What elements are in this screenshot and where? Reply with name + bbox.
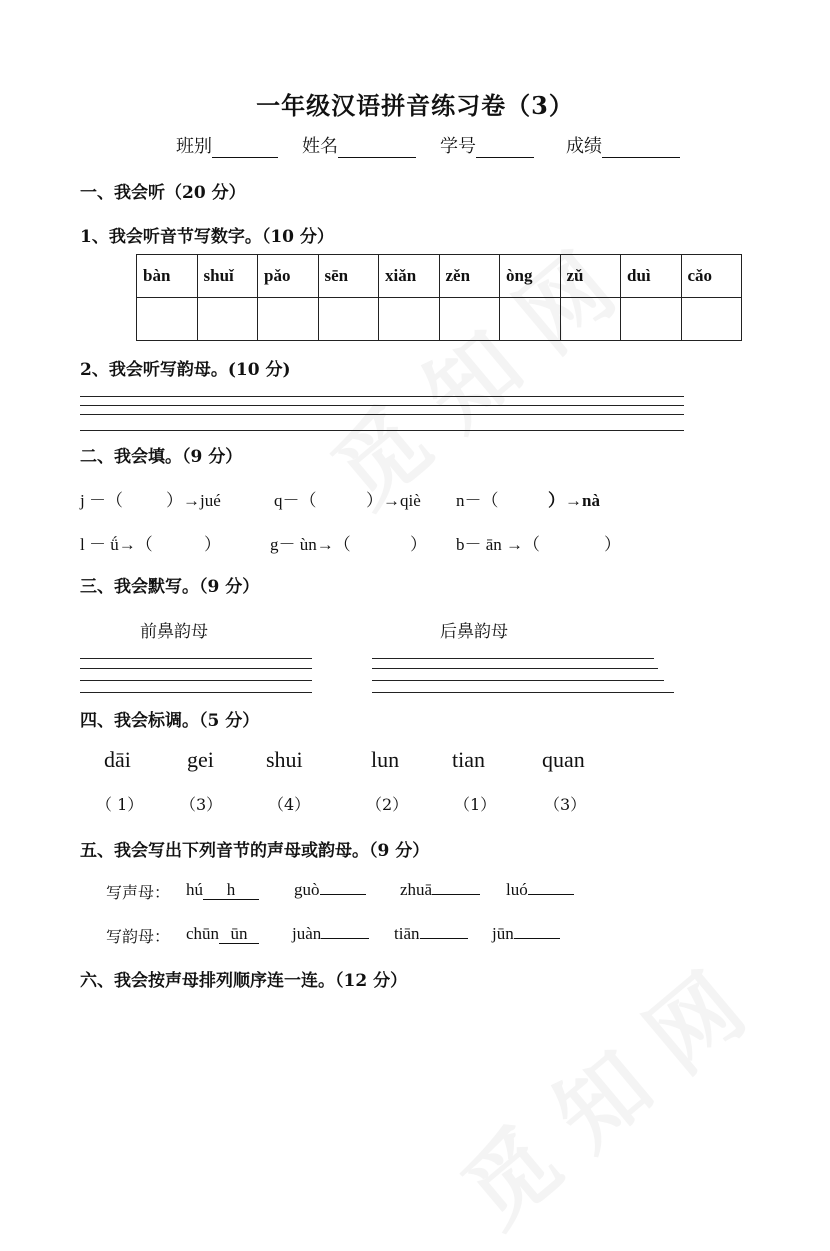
writing-line[interactable] (80, 668, 312, 669)
syllable-cell: bàn (137, 255, 198, 298)
writing-line[interactable] (372, 658, 654, 659)
syllable-cell: zǔ (560, 255, 621, 298)
initial-item (186, 880, 259, 900)
writing-line[interactable] (80, 430, 684, 431)
section5-heading: 五、我会写出下列音节的声母或韵母。（9 分） (80, 841, 430, 861)
score-label: 成绩 (566, 136, 602, 157)
fill-item: g－ ùn→（ (270, 535, 351, 554)
writing-line[interactable] (80, 414, 684, 415)
score-blank[interactable] (602, 137, 680, 158)
fill-item[interactable]: ）→qiè (366, 491, 421, 510)
class-blank[interactable] (212, 137, 278, 158)
syllable-cell: pǎo (258, 255, 319, 298)
fill-item[interactable]: ） (204, 535, 221, 554)
tone-word: tian (452, 747, 485, 772)
class-label: 班别 (176, 136, 212, 157)
answer-cell[interactable] (379, 298, 440, 341)
fill-item[interactable]: ）→jué (166, 491, 221, 510)
syllable-cell: sēn (318, 255, 379, 298)
answer-cell[interactable] (258, 298, 319, 341)
fill-item: j －（ (80, 491, 123, 510)
initial-blank[interactable] (528, 894, 574, 895)
final-item (394, 924, 468, 944)
initial-blank[interactable]: h (203, 881, 259, 900)
initial-syllable: zhuā (400, 880, 433, 899)
answer-cell[interactable] (560, 298, 621, 341)
tone-number: （2） (366, 795, 409, 814)
final-syllable: juàn (292, 924, 322, 943)
final-syllable: chūn (186, 924, 220, 943)
writing-line[interactable] (80, 680, 312, 681)
section1-heading: 一、我会听（20 分） (80, 183, 246, 203)
answer-cell[interactable] (439, 298, 500, 341)
watermark (300, 200, 659, 531)
tone-number: （ 1） (96, 795, 144, 814)
syllable-cell: òng (500, 255, 561, 298)
syllable-cell: duì (621, 255, 682, 298)
final-item (492, 924, 560, 944)
watermark-bottom (430, 920, 789, 1251)
final-blank[interactable]: ūn (219, 925, 259, 944)
id-blank[interactable] (476, 137, 534, 158)
answer-cell[interactable] (681, 298, 742, 341)
id-field (440, 132, 534, 158)
tone-number: （4） (268, 795, 311, 814)
answer-cell[interactable] (197, 298, 258, 341)
back-nasal-label: 后鼻韵母 (440, 622, 508, 642)
fill-item: l － ǘ→（ (80, 535, 153, 554)
syllable-row (137, 255, 742, 298)
syllable-cell: cǎo (681, 255, 742, 298)
final-item (292, 924, 369, 944)
writing-line[interactable] (80, 405, 684, 406)
final-blank[interactable] (321, 938, 369, 939)
section1-q1-heading: 1、我会听音节写数字。（10 分） (80, 227, 334, 247)
writing-line[interactable] (372, 692, 674, 693)
initial-syllable: guò (294, 880, 320, 899)
name-blank[interactable] (338, 137, 416, 158)
answer-cell[interactable] (137, 298, 198, 341)
final-blank[interactable] (420, 938, 468, 939)
writing-line[interactable] (372, 680, 664, 681)
fill-item: q－（ (274, 491, 317, 510)
fill-item[interactable]: ）→nà (548, 491, 600, 510)
name-label: 姓名 (302, 136, 338, 157)
tone-word: shui (266, 747, 303, 772)
name-field (302, 132, 416, 158)
page-title: 一年级汉语拼音练习卷（3） (256, 91, 574, 120)
initial-blank[interactable] (320, 894, 366, 895)
tone-number: （3） (180, 795, 223, 814)
class-field (176, 132, 278, 158)
tone-word: lun (371, 747, 400, 772)
score-field (566, 132, 680, 158)
syllable-cell: shuǐ (197, 255, 258, 298)
initials-label: 写声母： (106, 883, 171, 902)
id-label: 学号 (440, 136, 476, 157)
initial-item (400, 880, 480, 900)
section2-heading: 二、我会填。（9 分） (80, 447, 243, 467)
final-syllable: jūn (492, 924, 514, 943)
initial-blank[interactable] (432, 894, 480, 895)
finals-label: 写韵母： (106, 927, 171, 946)
writing-line[interactable] (372, 668, 658, 669)
fill-item[interactable]: ） (410, 535, 427, 554)
answer-row (137, 298, 742, 341)
syllable-cell: xiǎn (379, 255, 440, 298)
writing-line[interactable] (80, 658, 312, 659)
writing-line[interactable] (80, 396, 684, 397)
section1-q2-heading: 2、我会听写韵母。(10 分) (80, 360, 291, 380)
final-item (186, 924, 259, 944)
tone-number: （3） (544, 795, 587, 814)
final-syllable: tiān (394, 924, 420, 943)
section3-heading: 三、我会默写。（9 分） (80, 577, 260, 597)
tone-word: quan (542, 747, 585, 772)
initial-item (294, 880, 366, 900)
answer-cell[interactable] (318, 298, 379, 341)
fill-item: n－（ (456, 491, 499, 510)
section6-heading: 六、我会按声母排列顺序连一连。（12 分） (80, 971, 408, 991)
section4-heading: 四、我会标调。（5 分） (80, 711, 260, 731)
tone-word: gei (187, 747, 214, 772)
fill-item[interactable]: ） (604, 535, 621, 554)
initial-syllable: hú (186, 880, 203, 899)
answer-cell[interactable] (621, 298, 682, 341)
syllable-cell: zěn (439, 255, 500, 298)
initial-item (506, 880, 574, 900)
writing-line[interactable] (80, 692, 312, 693)
syllable-table (136, 254, 742, 341)
answer-cell[interactable] (500, 298, 561, 341)
initial-syllable: luó (506, 880, 528, 899)
front-nasal-label: 前鼻韵母 (140, 622, 208, 642)
final-blank[interactable] (514, 938, 560, 939)
fill-item: b－ ān →（ (456, 535, 541, 554)
tone-word: dāi (104, 747, 131, 772)
tone-number: （1） (454, 795, 497, 814)
